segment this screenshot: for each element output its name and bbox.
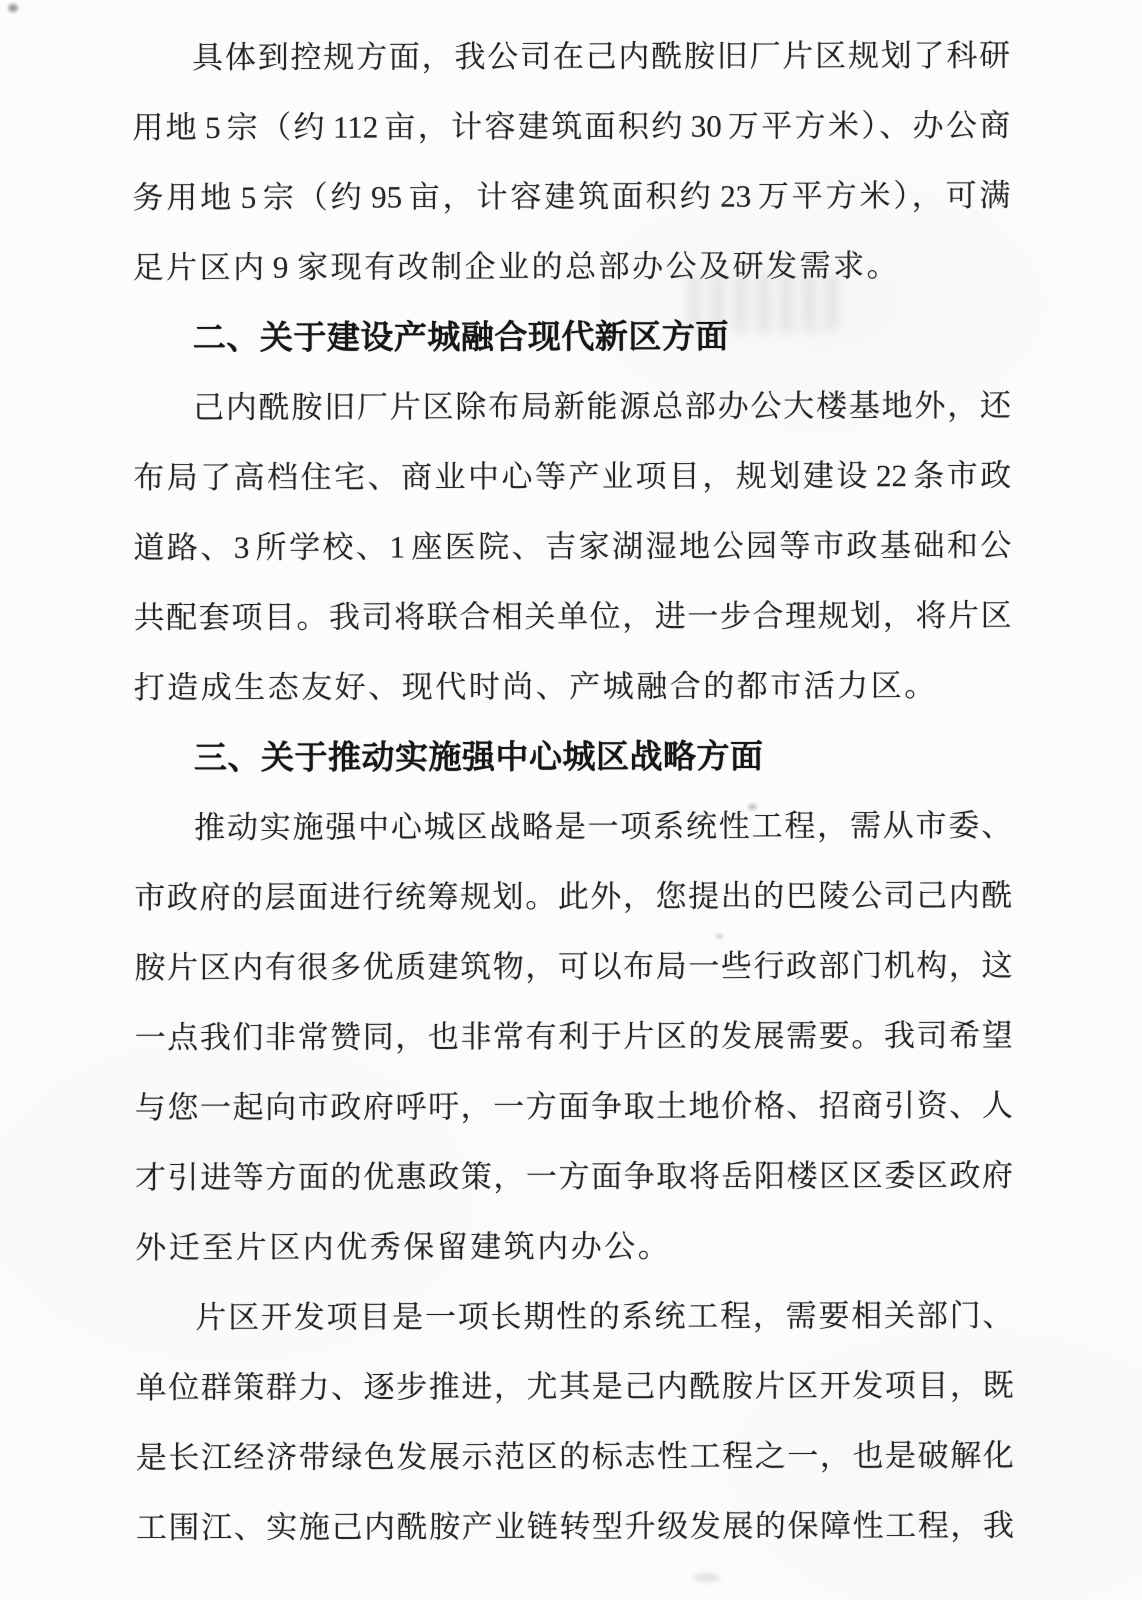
text-line: 才引进等方面的优惠政策，一方面争取将岳阳楼区区委区政府	[134, 1157, 1014, 1196]
text-line: 工围江、实施己内酰胺产业链转型升级发展的保障性工程，我	[135, 1507, 1014, 1546]
section-heading-2: 二、关于建设产城融合现代新区方面	[192, 317, 729, 356]
text-line: 道路、3 所学校、1 座医院、吉家湖湿地公园等市政基础和公	[133, 527, 1012, 566]
text-line: 打造成生态友好、现代时尚、产城融合的都市活力区。	[133, 668, 938, 706]
text-line: 己内酰胺旧厂片区除布局新能源总部办公大楼基地外，还	[192, 387, 1012, 425]
text-line: 一点我们非常赞同，也非常有利于片区的发展需要。我司希望	[134, 1017, 1013, 1056]
paragraph-development-project	[135, 1281, 1014, 1563]
text-line: 务用地 5 宗（约 95 亩，计容建筑面积约 23 万平方米），可满	[132, 177, 1011, 216]
section-heading-3: 三、关于推动实施强中心城区战略方面	[193, 737, 764, 776]
text-line: 外迁至片区内优秀保留建筑内办公。	[135, 1228, 672, 1266]
text-line: 推动实施强中心城区战略是一项系统性工程，需从市委、	[194, 807, 1013, 845]
text-line: 片区开发项目是一项长期性的系统工程，需要相关部门、	[195, 1297, 1014, 1335]
text-line: 足片区内 9 家现有改制企业的总部办公及研发需求。	[132, 248, 901, 286]
text-line: 共配套项目。我司将联合相关单位，进一步合理规划，将片区	[133, 597, 1012, 636]
text-line: 用地 5 宗（约 112 亩，计容建筑面积约 30 万平方米）、办公商	[132, 107, 1011, 146]
text-line: 与您一起向市政府呼吁，一方面争取土地价格、招商引资、人	[134, 1087, 1013, 1126]
text-line: 单位群策群力、逐步推进，尤其是己内酰胺片区开发项目，既	[135, 1367, 1014, 1406]
text-line: 具体到控规方面，我公司在己内酰胺旧厂片区规划了科研	[192, 37, 1011, 75]
text-line: 布局了高档住宅、商业中心等产业项目，规划建设 22 条市政	[133, 457, 1012, 496]
text-line: 胺片区内有很多优质建筑物，可以布局一些行政部门机构，这	[134, 947, 1013, 986]
scan-speck	[694, 1574, 720, 1581]
text-line: 市政府的层面进行统筹规划。此外，您提出的巴陵公司己内酰	[134, 877, 1013, 916]
text-line: 是长江经济带绿色发展示范区的标志性工程之一，也是破解化	[135, 1437, 1014, 1476]
paragraph-central-city-strategy	[134, 791, 1013, 1283]
paragraph-planning-details	[132, 21, 1011, 303]
paragraph-new-district	[133, 371, 1012, 723]
